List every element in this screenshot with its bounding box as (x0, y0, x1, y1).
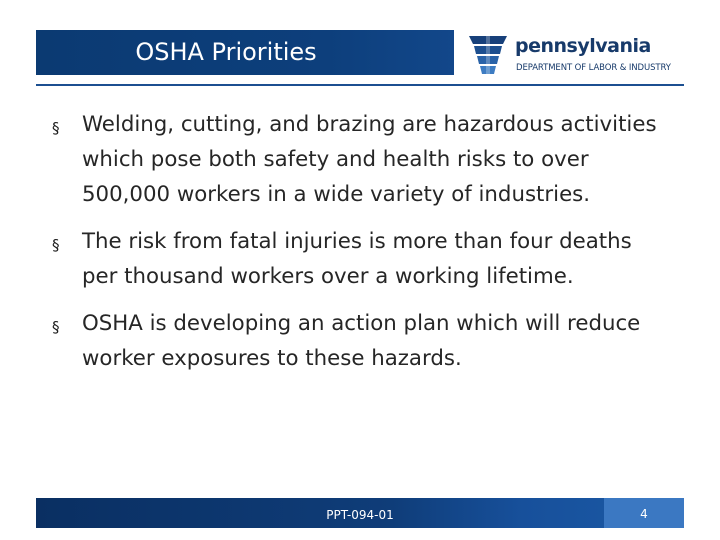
logo-wordmark: pennsylvania (515, 35, 651, 57)
title-divider (36, 84, 684, 86)
title-bar (36, 30, 454, 75)
bullet-marker: § (52, 119, 60, 137)
bullet-marker: § (52, 236, 60, 254)
bullet-item (52, 107, 672, 212)
bullet-text: The risk from fatal injuries is more than four deaths per thousand workers over a working lifetime. (82, 229, 632, 289)
footer-code: PPT-094-01 (326, 508, 394, 522)
bullet-text: OSHA is developing an action plan which will reduce worker exposures to these hazards. (82, 311, 641, 371)
page-number: 4 (640, 507, 648, 521)
slide-title: OSHA Priorities (135, 38, 317, 66)
bullet-item (52, 224, 672, 294)
pennsylvania-logo (467, 32, 692, 78)
bullet-text: Welding, cutting, and brazing are hazardous activities which pose both safety and health risks to over 500,000 workers in a wide variety of industries. (82, 112, 657, 207)
bullet-item (52, 306, 672, 376)
bullet-list (52, 107, 672, 388)
logo-subtitle: DEPARTMENT OF LABOR & INDUSTRY (516, 63, 671, 73)
keystone-icon (467, 32, 509, 76)
footer-bar (36, 498, 684, 528)
bullet-marker: § (52, 318, 60, 336)
